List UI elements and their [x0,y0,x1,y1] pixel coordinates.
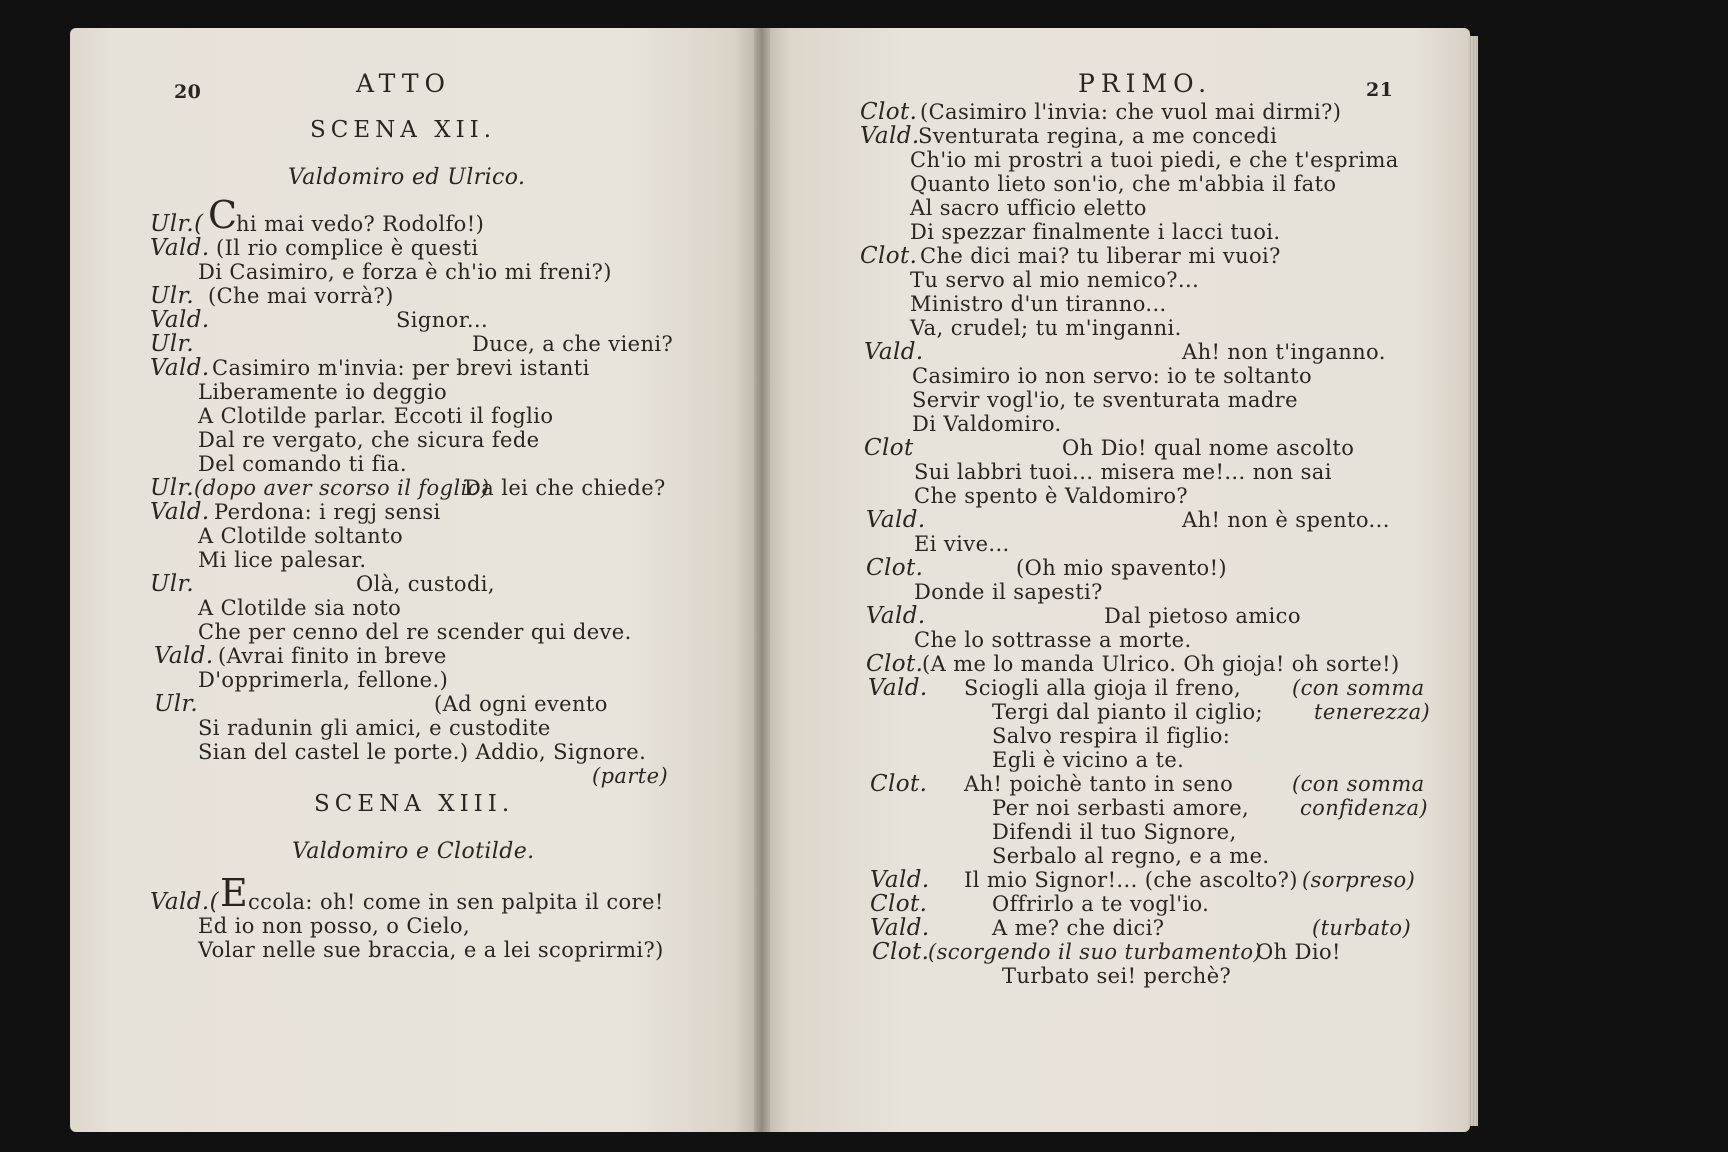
verse-line: Va, crudel; tu m'inganni. [910,316,1182,340]
verse-line: Ch'io mi prostri a tuoi piedi, e che t'esprima [910,148,1399,172]
verse-line: Si radunin gli amici, e custodite [198,716,551,740]
verse-line: Al sacro ufficio eletto [910,196,1147,220]
speaker-label: Ulr. [150,571,195,597]
speaker-label: Ulr. [150,475,195,501]
right-page [762,28,1470,1132]
running-head: ATTO [356,69,451,98]
verse-line: Sciogli alla gioja il freno, [964,676,1242,700]
verse-line: Dal re vergato, che sicura fede [198,428,540,452]
speaker-label: Ulr.( [150,211,204,237]
speaker-label: Vald. [866,603,926,629]
verse-line: Turbato sei! perchè? [1002,964,1232,988]
stage-direction: (scorgendo il suo turbamento) [928,940,1263,964]
verse-line: Servir vogl'io, te sventurata madre [912,388,1298,412]
stage-direction: (sorpreso) [1302,868,1416,892]
verse-line: Duce, a che vieni? [472,332,674,356]
verse-line: Egli è vicino a te. [992,748,1185,772]
book-gutter [754,28,770,1132]
speaker-label: Clot. [872,939,930,965]
verse-line: Casimiro m'invia: per brevi istanti [212,356,590,380]
verse-line: Da lei che chiede? [464,476,666,500]
speaker-label: Clot. [860,99,918,125]
verse-line: Sui labbri tuoi... misera me!... non sai [914,460,1332,484]
verse-line: Il mio Signor!... (che ascolto?) [964,868,1298,892]
speaker-label: Vald. [860,123,920,149]
page-edges [1468,36,1478,1126]
speaker-label: Vald. [870,867,930,893]
stage-direction: (turbato) [1312,916,1412,940]
speaker-label: Vald. [150,235,210,261]
scene-heading: SCENA XII. [310,117,497,143]
stage-direction: tenerezza) [1314,700,1431,724]
speaker-label: Clot. [866,651,924,677]
verse-line: Liberamente io deggio [198,380,448,404]
verse-line: Che spento è Valdomiro? [914,484,1189,508]
speaker-label: Clot [864,435,914,461]
speaker-label: Vald. [866,507,926,533]
scene-heading: SCENA XIII. [314,791,515,817]
page-number: 21 [1366,79,1394,101]
verse-line: Che lo sottrasse a morte. [914,628,1192,652]
verse-line: ccola: oh! come in sen palpita il core! [248,890,664,914]
verse-line: Ei vive... [914,532,1010,556]
open-book [70,28,1470,1132]
running-head: PRIMO. [1078,69,1213,98]
verse-line: Salvo respira il figlio: [992,724,1231,748]
verse-line: Per noi serbasti amore, [992,796,1250,820]
verse-line: Donde il sapesti? [914,580,1103,604]
speaker-label: Vald. [150,307,210,333]
speaker-label: Vald. [150,355,210,381]
verse-line: Di Valdomiro. [912,412,1062,436]
speaker-label: Vald.( [150,889,219,915]
verse-line: (A me lo manda Ulrico. Oh gioja! oh sorte!) [922,652,1400,676]
verse-line: D'opprimerla, fellone.) [198,668,449,692]
verse-line: (Casimiro l'invia: che vuol mai dirmi?) [920,100,1342,124]
stage-direction: (con somma [1292,676,1425,700]
verse-line: A Clotilde sia noto [198,596,402,620]
verse-line: Volar nelle sue braccia, e a lei scoprirmi?) [198,938,664,962]
verse-line: Oh Dio! [1256,940,1341,964]
verse-line: Signor... [396,308,489,332]
verse-line: Ah! poichè tanto in seno [964,772,1234,796]
speaker-label: Vald. [154,643,214,669]
stage-direction: (con somma [1292,772,1425,796]
speaker-label: Ulr. [154,691,199,717]
verse-line: Mi lice palesar. [198,548,367,572]
drop-initial: C [208,193,238,237]
verse-line: Dal pietoso amico [1104,604,1301,628]
verse-line: Casimiro io non servo: io te soltanto [912,364,1313,388]
verse-line: Offrirlo a te vogl'io. [992,892,1210,916]
verse-line: (Ad ogni evento [434,692,608,716]
stage-direction: confidenza) [1300,796,1428,820]
verse-line: Sian del castel le porte.) Addio, Signore. [198,740,647,764]
verse-line: Che dici mai? tu liberar mi vuoi? [920,244,1281,268]
verse-line: Di spezzar finalmente i lacci tuoi. [910,220,1281,244]
verse-line: A me? che dici? [992,916,1165,940]
verse-line: Che per cenno del re scender qui deve. [198,620,632,644]
speaker-label: Ulr. [150,283,195,309]
speaker-label: Ulr. [150,331,195,357]
verse-line: hi mai vedo? Rodolfo!) [236,212,485,236]
verse-line: Tu servo al mio nemico?... [910,268,1200,292]
verse-line: Difendi il tuo Signore, [992,820,1237,844]
speaker-label: Clot. [870,771,928,797]
scene-characters: Valdomiro ed Ulrico. [288,165,526,190]
speaker-label: Clot. [866,555,924,581]
verse-line: Tergi dal pianto il ciglio; [992,700,1263,724]
speaker-label: Clot. [860,243,918,269]
verse-line: Sventurata regina, a me concedi [918,124,1278,148]
verse-line: Serbalo al regno, e a me. [992,844,1270,868]
verse-line: Ah! non è spento... [1182,508,1390,532]
verse-line: Del comando ti fia. [198,452,407,476]
verse-line: Ministro d'un tiranno... [910,292,1167,316]
verse-line: A Clotilde parlar. Eccoti il foglio [198,404,554,428]
verse-line: (Avrai finito in breve [218,644,447,668]
verse-line: (Il rio complice è questi [216,236,479,260]
scene-characters: Valdomiro e Clotilde. [292,839,535,864]
verse-line: Quanto lieto son'io, che m'abbia il fato [910,172,1337,196]
verse-line: A Clotilde soltanto [198,524,403,548]
drop-initial: E [220,871,249,915]
left-page [70,28,762,1132]
verse-line: Perdona: i regj sensi [214,500,441,524]
speaker-label: Vald. [864,339,924,365]
page-number: 20 [174,81,202,103]
speaker-label: Vald. [870,915,930,941]
speaker-label: Clot. [870,891,928,917]
stage-direction: (parte) [592,764,669,788]
stage-direction: (dopo aver scorso il foglio) [194,476,490,500]
speaker-label: Vald. [150,499,210,525]
verse-line: Ed io non posso, o Cielo, [198,914,471,938]
verse-line: Olà, custodi, [356,572,495,596]
verse-line: Di Casimiro, e forza è ch'io mi freni?) [198,260,612,284]
verse-line: Ah! non t'inganno. [1182,340,1386,364]
verse-line: (Che mai vorrà?) [208,284,394,308]
speaker-label: Vald. [868,675,928,701]
verse-line: (Oh mio spavento!) [1016,556,1228,580]
verse-line: Oh Dio! qual nome ascolto [1062,436,1355,460]
